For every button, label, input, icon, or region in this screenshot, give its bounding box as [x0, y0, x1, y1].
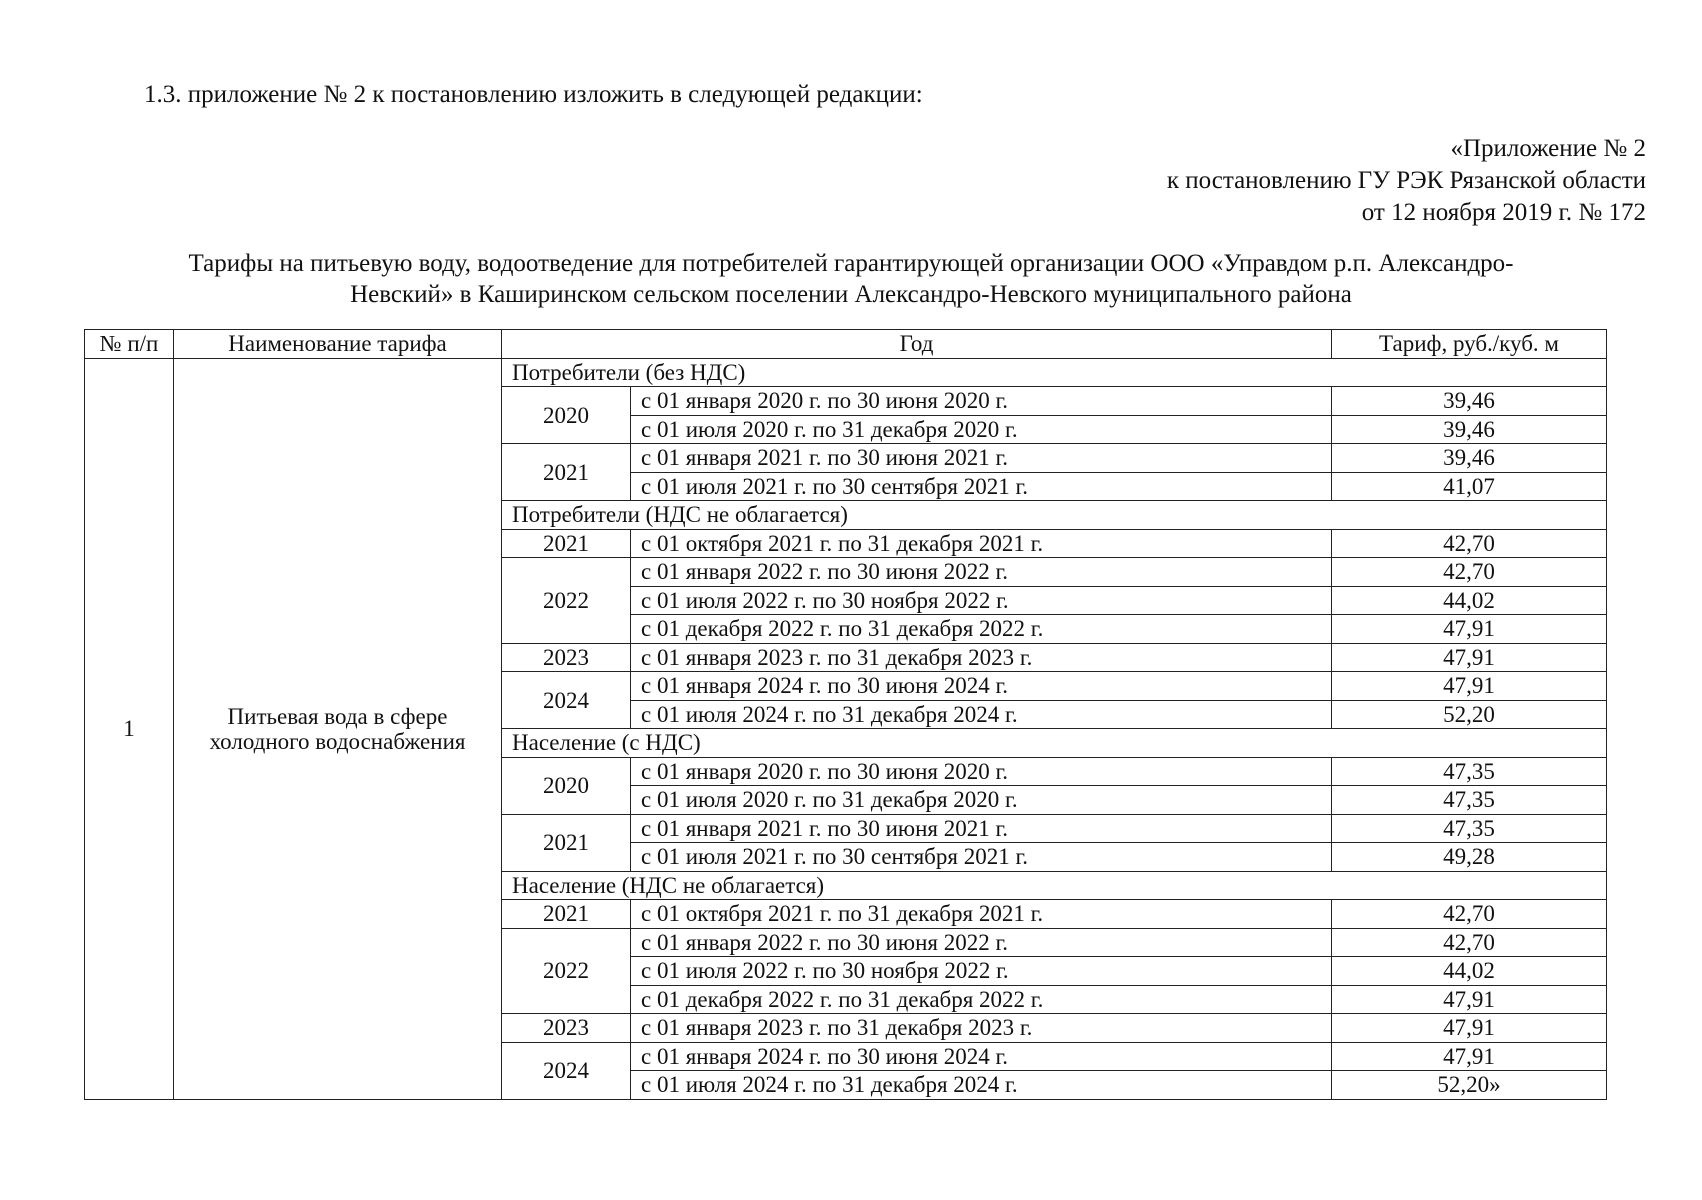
tariff-value-cell: 47,35: [1332, 814, 1607, 843]
period-cell: с 01 октября 2021 г. по 31 декабря 2021 г.: [631, 529, 1332, 558]
consumer-group-label: Население (с НДС): [502, 729, 1607, 758]
period-cell: с 01 октября 2021 г. по 31 декабря 2021 г.: [631, 900, 1332, 929]
appendix-line-2: к постановлению ГУ РЭК Рязанской области: [1166, 167, 1646, 194]
period-cell: с 01 января 2021 г. по 30 июня 2021 г.: [631, 444, 1332, 473]
year-cell: 2021: [502, 529, 631, 558]
period-cell: с 01 января 2024 г. по 30 июня 2024 г.: [631, 1042, 1332, 1071]
period-cell: с 01 июля 2020 г. по 31 декабря 2020 г.: [631, 786, 1332, 815]
year-cell: 2021: [502, 444, 631, 501]
header-tariff: Тариф, руб./куб. м: [1332, 330, 1607, 359]
tariff-name: Питьевая вода в сфере холодного водоснабжения: [174, 358, 502, 1099]
period-cell: с 01 декабря 2022 г. по 31 декабря 2022 г.: [631, 985, 1332, 1014]
title-line-2: Невский» в Каширинском сельском поселении Александро-Невского муниципального района: [350, 281, 1352, 308]
title-line-1: Тарифы на питьевую воду, водоотведение для потребителей гарантирующей организации ООО «Управдом р.п. Александро-: [188, 250, 1514, 277]
tariff-value-cell: 39,46: [1332, 387, 1607, 416]
tariff-value-cell: 52,20: [1332, 700, 1607, 729]
tariff-value-cell: 47,91: [1332, 615, 1607, 644]
appendix-reference: [1167, 133, 1646, 229]
year-cell: 2021: [502, 900, 631, 929]
table-header-row: [85, 330, 1607, 359]
appendix-line-1: «Приложение № 2: [1450, 135, 1646, 162]
tariff-value-cell: 39,46: [1332, 444, 1607, 473]
period-cell: с 01 января 2024 г. по 30 июня 2024 г.: [631, 672, 1332, 701]
period-cell: с 01 июля 2024 г. по 31 декабря 2024 г.: [631, 1071, 1332, 1100]
period-cell: с 01 января 2023 г. по 31 декабря 2023 г.: [631, 1014, 1332, 1043]
year-cell: 2021: [502, 814, 631, 871]
row-number: 1: [85, 358, 174, 1099]
tariff-value-cell: 39,46: [1332, 415, 1607, 444]
tariff-table: [84, 329, 1607, 1100]
period-cell: с 01 июля 2020 г. по 31 декабря 2020 г.: [631, 415, 1332, 444]
tariff-value-cell: 47,91: [1332, 1014, 1607, 1043]
header-year: Год: [502, 330, 1332, 359]
document-title: [80, 248, 1622, 310]
period-cell: с 01 июля 2022 г. по 30 ноября 2022 г.: [631, 957, 1332, 986]
period-cell: с 01 января 2020 г. по 30 июня 2020 г.: [631, 757, 1332, 786]
period-cell: с 01 июля 2021 г. по 30 сентября 2021 г.: [631, 843, 1332, 872]
consumer-group-label: Население (НДС не облагается): [502, 871, 1607, 900]
period-cell: с 01 января 2021 г. по 30 июня 2021 г.: [631, 814, 1332, 843]
tariff-value-cell: 47,35: [1332, 757, 1607, 786]
tariff-value-cell: 47,91: [1332, 1042, 1607, 1071]
year-cell: 2024: [502, 1042, 631, 1099]
period-cell: с 01 декабря 2022 г. по 31 декабря 2022 г.: [631, 615, 1332, 644]
tariff-value-cell: 44,02: [1332, 957, 1607, 986]
year-cell: 2022: [502, 558, 631, 644]
period-cell: с 01 июля 2022 г. по 30 ноября 2022 г.: [631, 586, 1332, 615]
year-cell: 2023: [502, 643, 631, 672]
tariff-value-cell: 47,91: [1332, 672, 1607, 701]
consumer-group-label: Потребители (НДС не облагается): [502, 501, 1607, 530]
tariff-value-cell: 42,70: [1332, 529, 1607, 558]
period-cell: с 01 января 2020 г. по 30 июня 2020 г.: [631, 387, 1332, 416]
tariff-value-cell: 52,20»: [1332, 1071, 1607, 1100]
tariff-value-cell: 47,35: [1332, 786, 1607, 815]
year-cell: 2022: [502, 928, 631, 1014]
tariff-value-cell: 42,70: [1332, 900, 1607, 929]
period-cell: с 01 января 2023 г. по 31 декабря 2023 г.: [631, 643, 1332, 672]
appendix-line-3: от 12 ноября 2019 г. № 172: [1361, 199, 1646, 226]
consumer-group-label: Потребители (без НДС): [502, 358, 1607, 387]
period-cell: с 01 января 2022 г. по 30 июня 2022 г.: [631, 558, 1332, 587]
group-row: [85, 358, 1607, 387]
tariff-value-cell: 47,91: [1332, 643, 1607, 672]
tariff-value-cell: 49,28: [1332, 843, 1607, 872]
header-name: Наименование тарифа: [174, 330, 502, 359]
intro-text: 1.3. приложение № 2 к постановлению изложить в следующей редакции:: [144, 81, 923, 108]
tariff-value-cell: 42,70: [1332, 558, 1607, 587]
header-num: № п/п: [85, 330, 174, 359]
tariff-value-cell: 44,02: [1332, 586, 1607, 615]
tariff-table-body: [85, 358, 1607, 1099]
year-cell: 2023: [502, 1014, 631, 1043]
tariff-value-cell: 47,91: [1332, 985, 1607, 1014]
year-cell: 2020: [502, 757, 631, 814]
tariff-value-cell: 41,07: [1332, 472, 1607, 501]
tariff-value-cell: 42,70: [1332, 928, 1607, 957]
period-cell: с 01 июля 2024 г. по 31 декабря 2024 г.: [631, 700, 1332, 729]
period-cell: с 01 июля 2021 г. по 30 сентября 2021 г.: [631, 472, 1332, 501]
year-cell: 2020: [502, 387, 631, 444]
year-cell: 2024: [502, 672, 631, 729]
period-cell: с 01 января 2022 г. по 30 июня 2022 г.: [631, 928, 1332, 957]
